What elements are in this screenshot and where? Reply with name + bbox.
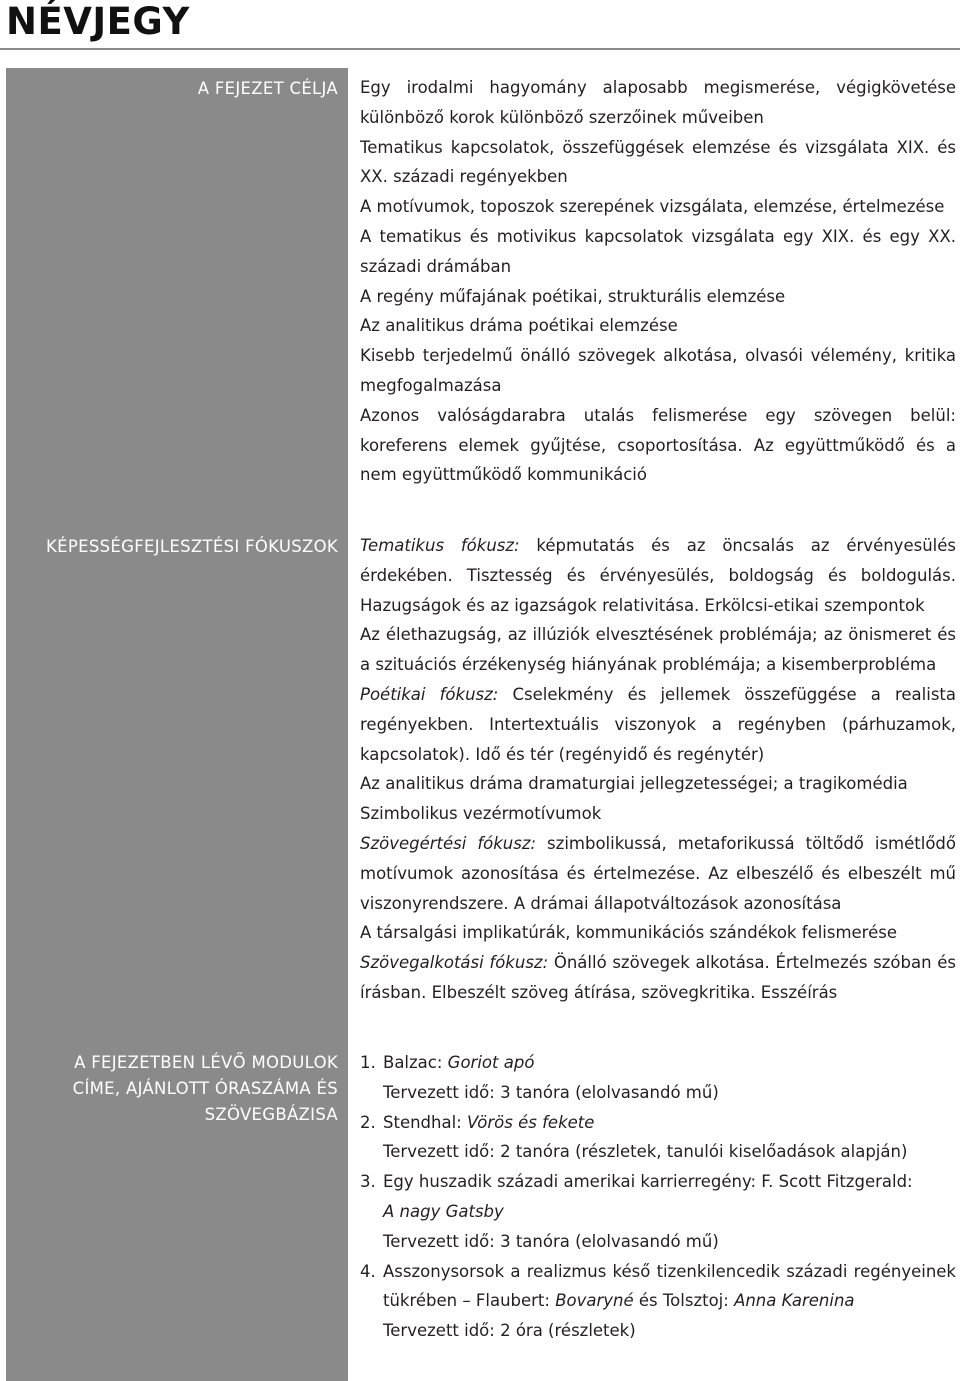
cel-line: Kisebb terjedelmű önálló szövegek alkotása, olvasói vélemény, kritika megfogalmazása bbox=[360, 346, 956, 395]
fokusz-poetikai bbox=[360, 680, 956, 769]
fokusz-line: A társalgási implikatúrák, kommunikációs szándékok felismerése bbox=[360, 923, 897, 943]
fokusz-line: Az analitikus dráma dramaturgiai jellegzetességei; a tragikomédia bbox=[360, 774, 908, 794]
module-time: Tervezett idő: 3 tanóra (elolvasandó mű) bbox=[383, 1231, 719, 1251]
cel-line: Tematikus kapcsolatok, összefüggések elemzése és vizsgálata XIX. és XX. századi regényekben bbox=[360, 137, 956, 187]
module-time: Tervezett idő: 2 tanóra (részletek, tanulói kiselőadások alapján) bbox=[383, 1142, 908, 1162]
section-label-fokusz: KÉPESSÉGFEJLESZTÉSI FÓKUSZOK bbox=[46, 537, 338, 556]
module-author: Asszonysorsok a realizmus késő tizenkilencedik századi regényeinek tükrében – Flaubert: bbox=[383, 1261, 956, 1311]
fokusz-szovegalkotasi bbox=[360, 948, 956, 1008]
module-number: 1. bbox=[360, 1053, 376, 1072]
section-label-cel: A FEJEZET CÉLJA bbox=[197, 79, 338, 98]
module-author: Stendhal: bbox=[383, 1112, 467, 1132]
sidebar bbox=[6, 68, 348, 1381]
cel-line: Egy irodalmi hagyomány alaposabb megismerése, végigkövetése különböző korok különböző szerzőinek műveiben bbox=[360, 78, 956, 127]
module-work-2: Anna Karenina bbox=[734, 1291, 855, 1311]
section-modulok-content bbox=[360, 1048, 956, 1346]
szovegertesi-text: szimbolikussá, metaforikussá töltődő ismétlődő motívumok azonosítása és értelmezése. Az elbeszélő és elbeszélt mű viszonyrendszere. A drámai állapotváltozások azonosítása bbox=[360, 833, 956, 913]
fokusz-line: Az élethazugság, az illúziók elvesztésének problémája; az önismeret és a szituációs érzékenység hiányának problémája; a kisemberprobléma bbox=[360, 625, 956, 675]
title-divider bbox=[0, 48, 960, 50]
module-work: Vörös és fekete bbox=[466, 1112, 595, 1132]
module-item bbox=[360, 1257, 956, 1346]
module-item bbox=[360, 1048, 956, 1108]
fokusz-tematikus bbox=[360, 531, 956, 620]
szovegertesi-label: Szövegértési fókusz: bbox=[360, 833, 537, 853]
szovegalkotasi-label: Szövegalkotási fókusz: bbox=[360, 953, 549, 973]
tematikus-text: képmutatás és az öncsalás az érvényesülés érdekében. Tisztesség és érvényesülés, boldogság és boldogulás. Hazugságok és az igazságok relativitása. Erkölcsi-etikai szempontok bbox=[360, 536, 956, 615]
module-item bbox=[360, 1108, 956, 1168]
poetikai-label: Poétikai fókusz: bbox=[360, 684, 499, 704]
section-label-modulok: A FEJEZETBEN LÉVŐ MODULOK CÍME, AJÁNLOTT ÓRASZÁMA ÉS SZÖVEGBÁZISA bbox=[72, 1053, 338, 1124]
module-connector: és Tolsztoj: bbox=[633, 1291, 735, 1311]
module-work: A nagy Gatsby bbox=[383, 1201, 504, 1221]
poetikai-text: Cselekmény és jellemek összefüggése a realista regényekben. Intertextuális viszonyok a regényben (párhuzamok, kapcsolatok). Idő és tér (regényidő és regénytér) bbox=[360, 684, 956, 764]
module-author: Egy huszadik századi amerikai karrierregény: F. Scott Fitzgerald: bbox=[383, 1172, 913, 1192]
fokusz-szovegertesi bbox=[360, 829, 956, 918]
module-time: Tervezett idő: 3 tanóra (elolvasandó mű) bbox=[383, 1082, 719, 1102]
module-number: 3. bbox=[360, 1172, 376, 1192]
module-number: 2. bbox=[360, 1112, 376, 1132]
section-fokusz-content bbox=[360, 531, 956, 1008]
cel-line: Azonos valóságdarabra utalás felismerése egy szövegen belül: koreferens elemek gyűjtése, csoportosítása. Az együttműködő és a nem együttműködő kommunikáció bbox=[360, 405, 956, 485]
module-number: 4. bbox=[360, 1261, 376, 1281]
cel-line: Az analitikus dráma poétikai elemzése bbox=[360, 316, 678, 336]
module-work: Bovaryné bbox=[555, 1291, 634, 1311]
module-author: Balzac: bbox=[383, 1053, 448, 1072]
cel-line: A tematikus és motivikus kapcsolatok vizsgálata egy XIX. és egy XX. századi drámában bbox=[360, 226, 956, 276]
szovegalkotasi-text: Önálló szövegek alkotása. Értelmezés szóban és írásban. Elbeszélt szöveg átírása, szövegkritika. Esszéírás bbox=[360, 953, 956, 1002]
fokusz-line: Szimbolikus vezérmotívumok bbox=[360, 804, 602, 824]
module-item bbox=[360, 1167, 956, 1256]
tematikus-label: Tematikus fókusz: bbox=[360, 536, 520, 555]
module-time: Tervezett idő: 2 óra (részletek) bbox=[383, 1321, 636, 1341]
module-work: Goriot apó bbox=[447, 1053, 535, 1072]
cel-line: A motívumok, toposzok szerepének vizsgálata, elemzése, értelmezése bbox=[360, 197, 945, 217]
cel-line: A regény műfajának poétikai, strukturális elemzése bbox=[360, 286, 786, 306]
section-cel-content bbox=[360, 73, 956, 490]
page-title: NÉVJEGY bbox=[6, 0, 190, 43]
